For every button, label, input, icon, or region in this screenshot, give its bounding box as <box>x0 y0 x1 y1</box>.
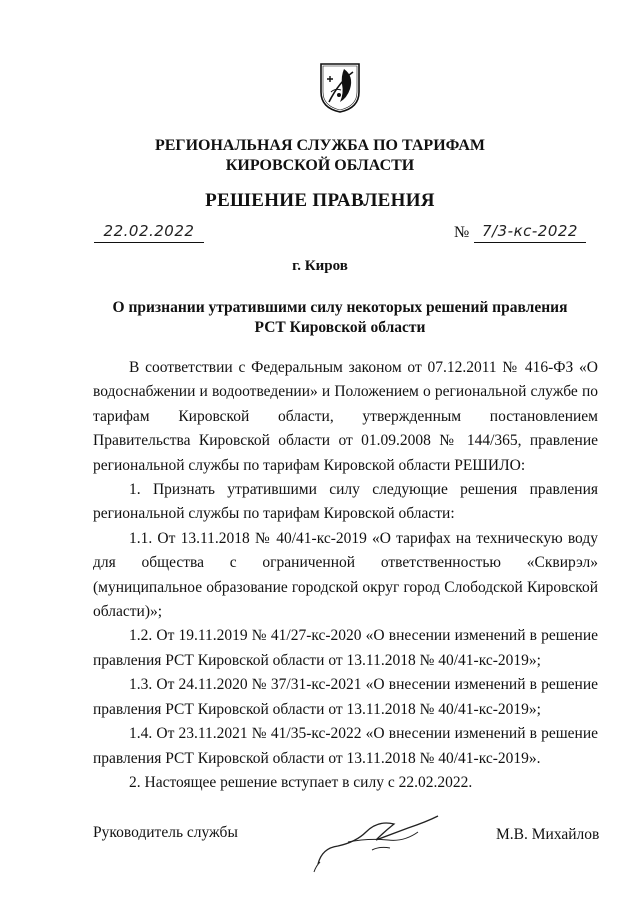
document-type-title: РЕШЕНИЕ ПРАВЛЕНИЯ <box>205 190 435 211</box>
clause-1: 1. Признать утратившими силу следующие решения правления региональной службы по тарифам Кировской области: <box>93 481 598 523</box>
city-label: г. Киров <box>292 258 348 274</box>
intro-paragraph: В соответствии с Федеральным законом от 07.12.2011 № 416-ФЗ «О водоснабжении и водоотведении» и Положением о региональной службе по тарифам Кировской области, утвержденным постановлением Правительства Кировской области от 01.09.2008 № 144/365, правление региональной службы по тарифам Кировской области РЕШИЛО: <box>93 359 598 474</box>
signatory-title: Руководитель службы <box>93 824 238 841</box>
clause-2: 2. Настоящее решение вступает в силу с 22.02.2022. <box>129 773 473 791</box>
document-body <box>93 356 598 795</box>
subject-line2: РСТ Кировской области <box>254 319 426 336</box>
clause-1-1: 1.1. От 13.11.2018 № 40/41-кс-2019 «О тарифах на техническую воду для общества с ограниченной ответственностью «Сквирэл» (муниципальное образование городской округ город Слободской Кировской области)»; <box>93 529 598 621</box>
document-date: 22.02.2022 <box>94 222 204 243</box>
clause-1-4: 1.4. От 23.11.2021 № 41/35-кс-2022 «О внесении изменений в решение правления РСТ Кировской области от 13.11.2018 № 40/41-кс-2019». <box>93 725 598 767</box>
handwritten-signature <box>308 802 458 877</box>
number-sign: № <box>454 224 470 241</box>
document-number: 7/3-кс-2022 <box>474 222 586 243</box>
organization-name-line2: КИРОВСКОЙ ОБЛАСТИ <box>225 157 415 174</box>
document-subject <box>90 298 590 338</box>
subject-line1: О признании утратившими силу некоторых решений правления <box>112 299 568 316</box>
organization-name-line1: РЕГИОНАЛЬНАЯ СЛУЖБА ПО ТАРИФАМ <box>154 137 486 154</box>
clause-1-3: 1.3. От 24.11.2020 № 37/31-кс-2021 «О внесении изменений в решение правления РСТ Кировской области от 13.11.2018 № 40/41-кс-2019»; <box>93 676 598 718</box>
clause-1-2: 1.2. От 19.11.2019 № 41/27-кс-2020 «О внесении изменений в решение правления РСТ Кировской области от 13.11.2018 № 40/41-кс-2019»; <box>93 627 598 669</box>
kirov-coat-of-arms-icon <box>319 62 361 114</box>
signatory-name: М.В. Михайлов <box>496 826 600 843</box>
